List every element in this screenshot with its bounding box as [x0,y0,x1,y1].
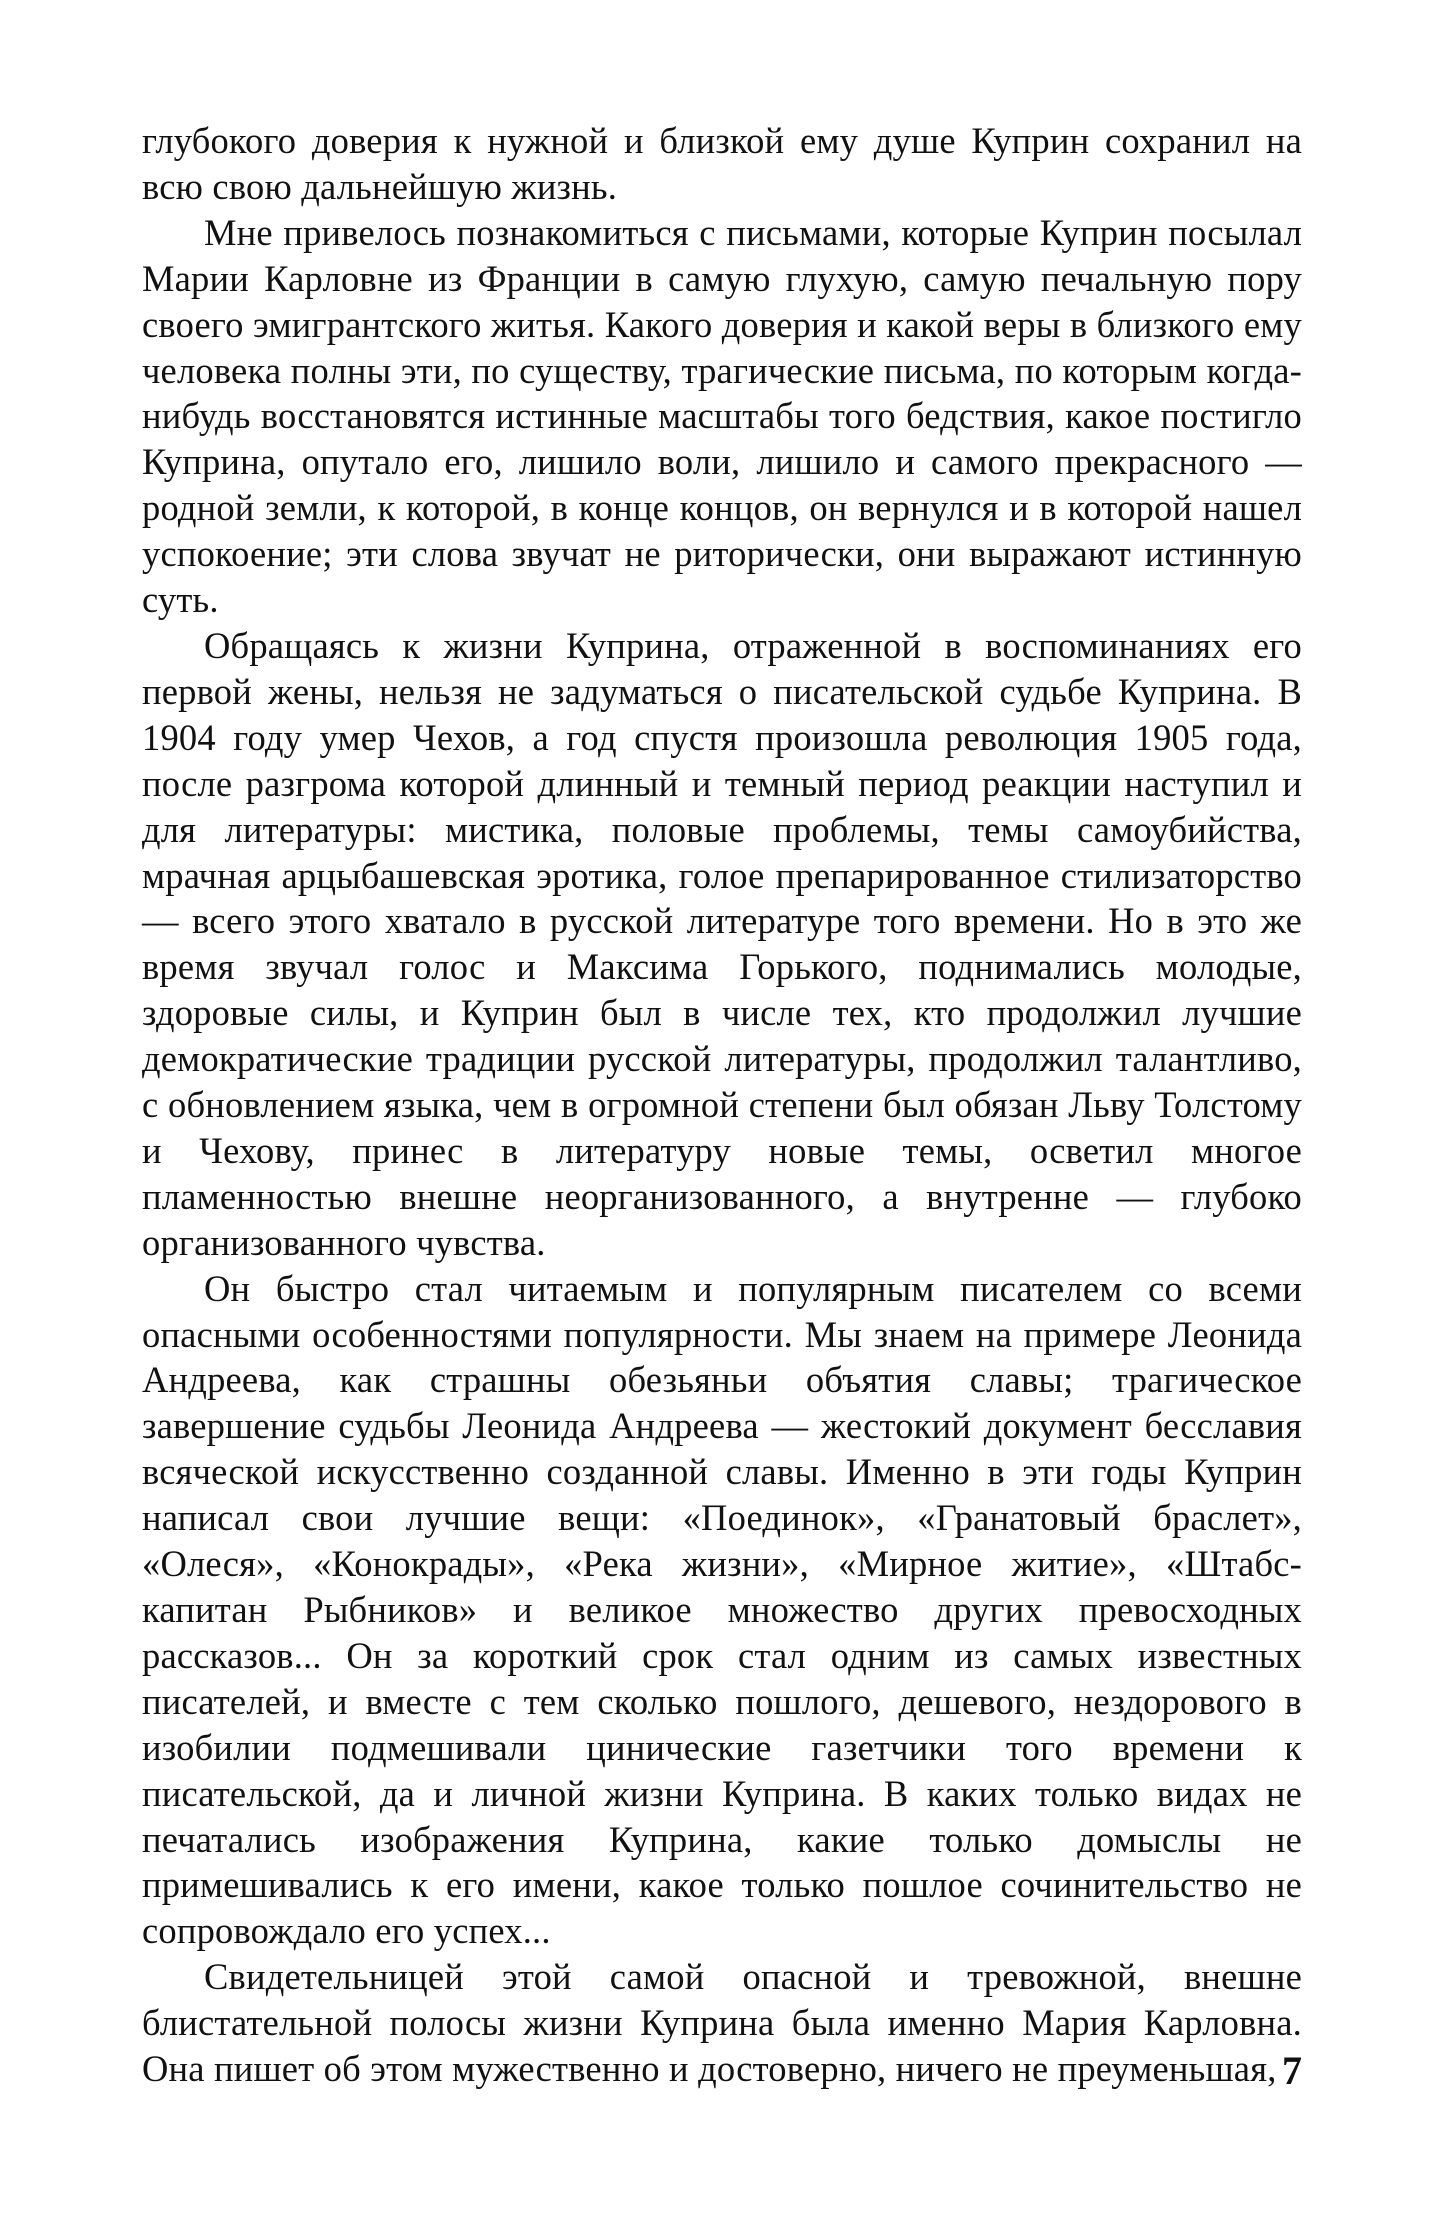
paragraph-witness: Свидетельницей этой самой опасной и тревожной, внешне блистательной полосы жизни Куприна была именно Мария Карловна. Она пишет об этом мужественно и достоверно, ничего не преуменьшая, [142,1956,1302,2090]
paragraph-letters: Мне привелось познакомиться с письмами, которые Куприн посылал Марии Карловне из Франции в самую глухую, самую печальную пору своего эмигрантского житья. Какого доверия и какой веры в близкого ему человека полны эти, по существу, трагические письма, по которым когда-нибудь восстановятся истинные масштабы того бедствия, какое постигло Куприна, опутало его, лишило воли, лишило и самого прекрасного — родной земли, к которой, в конце концов, он вернулся и в которой нашел успокоение; эти слова звучат не риторически, они выражают истинную суть. [142,211,1302,621]
body-text [142,118,1302,2092]
page-number: 7 [1282,2048,1302,2093]
paragraph-popularity: Он быстро стал читаемым и популярным писателем со всеми опасными особенностями популярности. Мы знаем на примере Леонида Андреева, как страшны обезьяньи объятия славы; трагическое завершение судьбы Леонида Андреева — жестокий документ бесславия всяческой искусственно созданной славы. Именно в эти годы Куприн написал свои лучшие вещи: «Поединок», «Гранатовый браслет», «Олеся», «Конокрады», «Река жизни», «Мирное житие», «Штабс-капитан Рыбников» и великое множество других превосходных рассказов... Он за короткий срок стал одним из самых известных писателей, и вместе с тем сколько пошлого, дешевого, нездорового в изобилии подмешивали цинические газетчики того времени к писательской, да и личной жизни Куприна. В каких только видах не печатались изображения Куприна, какие только домыслы не примешивались к его имени, какое только пошлое сочинительство не сопровождало его успех... [142,1267,1302,1952]
paragraph-continued: глубокого доверия к нужной и близкой ему душе Куприн сохранил на всю свою дальнейшую жизнь. [142,120,1302,207]
paragraph-literary-fate: Обращаясь к жизни Куприна, отраженной в воспоминаниях его первой жены, нельзя не задуматься о писательской судьбе Куприна. В 1904 году умер Чехов, а год спустя произошла революция 1905 года, после разгрома которой длинный и темный период реакции наступил и для литературы: мистика, половые проблемы, темы самоубийства, мрачная арцыбашевская эротика, голое препарированное стилизаторство — всего этого хватало в русской литературе того времени. Но в это же время звучал голос и Максима Горького, поднимались молодые, здоровые силы, и Куприн был в числе тех, кто продолжил лучшие демократические традиции русской литературы, продолжил талантливо, с обновлением языка, чем в огромной степени был обязан Льву Толстому и Чехову, принес в литературу новые темы, осветил многое пламенностью внешне неорганизованного, а внутренне — глубоко организованного чувства. [142,624,1302,1263]
